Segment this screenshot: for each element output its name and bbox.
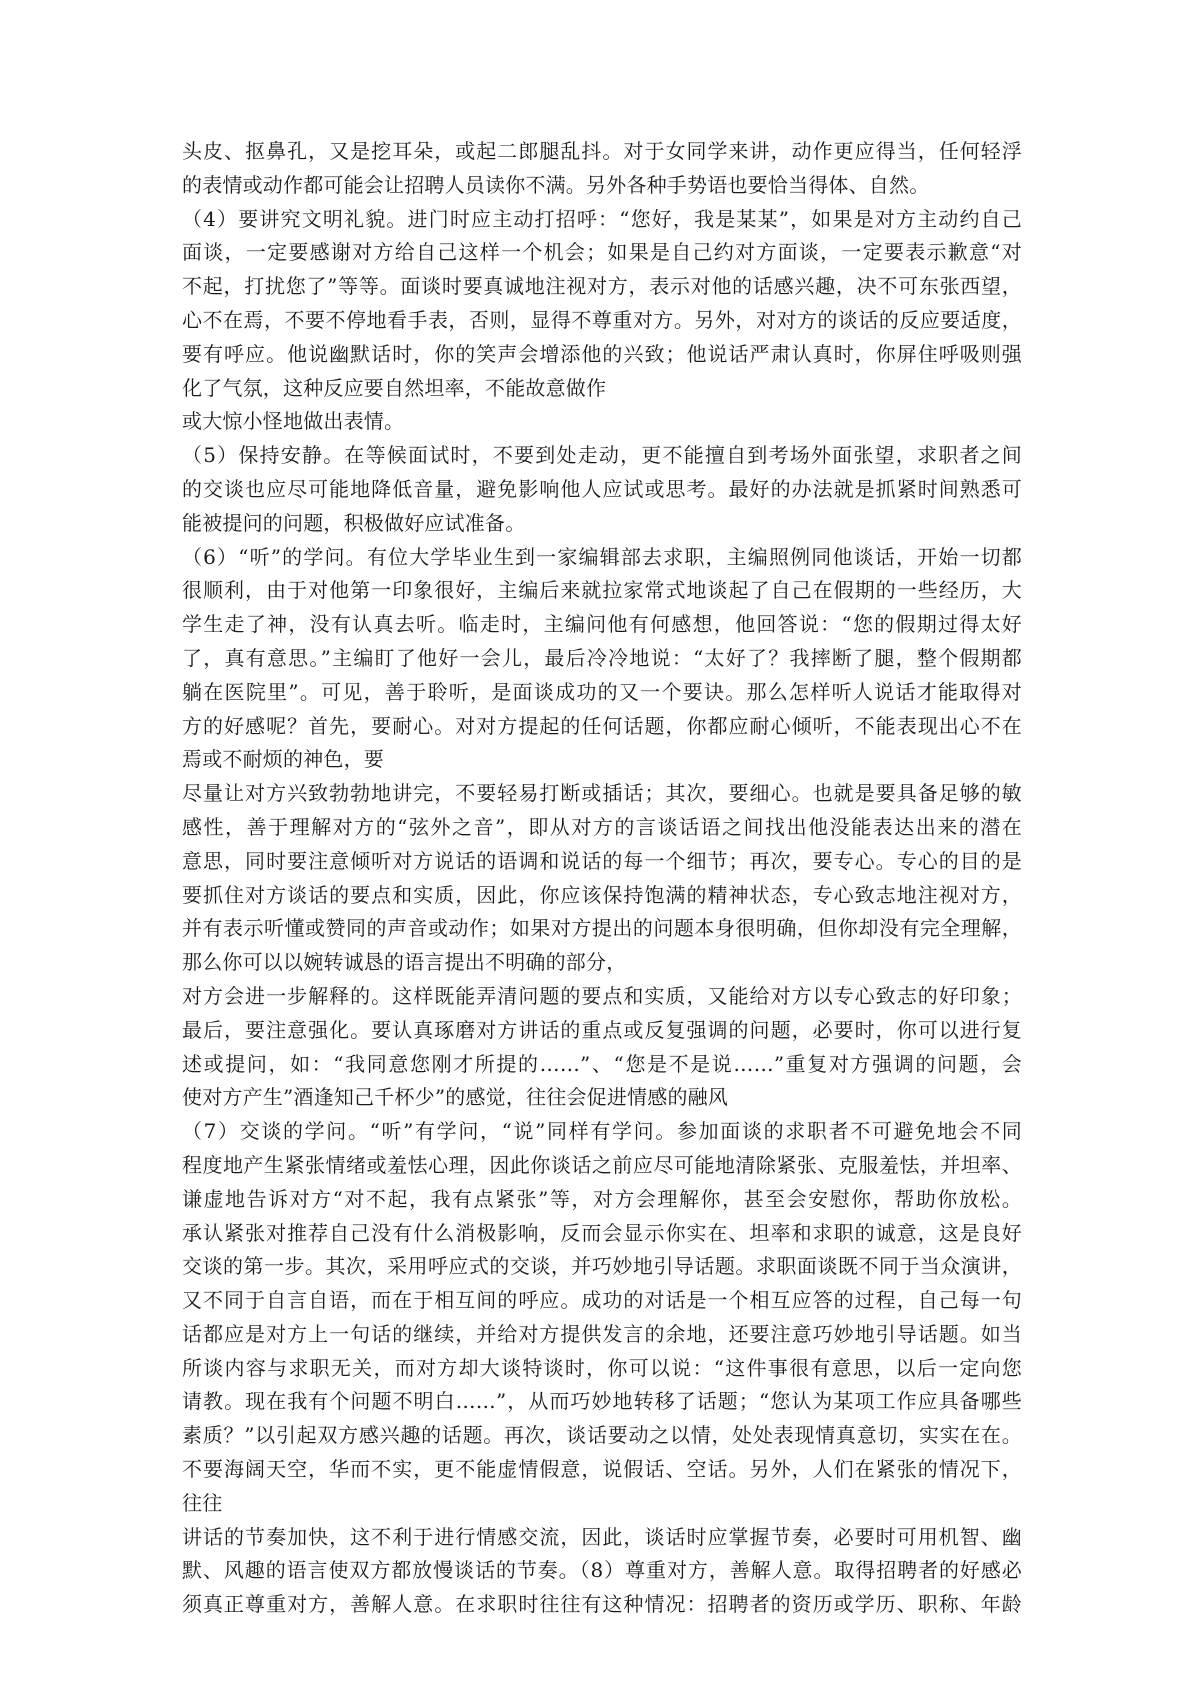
text-line: 最后，要注意强化。要认真琢磨对方讲话的重点或反复强调的问题，必要时，你可以进行复 bbox=[182, 1017, 1022, 1042]
text-line: 了，真有意思。”主编盯了他好一会儿，最后冷冷地说：“太好了？我摔断了腿，整个假期都 bbox=[182, 645, 1022, 670]
text-line: 面谈，一定要感谢对方给自己这样一个机会；如果是自己约对方面谈，一定要表示歉意“对 bbox=[182, 240, 1022, 265]
text-line: 须真正尊重对方，善解人意。在求职时往往有这种情况：招聘者的资历或学历、职称、年龄 bbox=[182, 1592, 1022, 1617]
text-line: 焉或不耐烦的神色，要 bbox=[182, 747, 384, 772]
text-line: 心不在焉，不要不停地看手表，否则，显得不尊重对方。另外，对对方的谈话的反应要适度， bbox=[182, 307, 1022, 332]
text-line: 尽量让对方兴致勃勃地讲完，不要轻易打断或插话；其次，要细心。也就是要具备足够的敏 bbox=[182, 781, 1022, 806]
text-line: 交谈的第一步。其次，采用呼应式的交谈，并巧妙地引导话题。求职面谈既不同于当众演讲， bbox=[182, 1254, 1022, 1279]
text-line: （6）“听”的学问。有位大学毕业生到一家编辑部去求职，主编照例同他谈话，开始一切都 bbox=[182, 544, 1022, 569]
text-line: 化了气氛，这种反应要自然坦率，不能故意做作 bbox=[182, 375, 607, 400]
text-line: 的交谈也应尽可能地降低音量，避免影响他人应试或思考。最好的办法就是抓紧时间熟悉可 bbox=[182, 476, 1022, 501]
text-line: 承认紧张对推荐自己没有什么消极影响，反而会显示你实在、坦率和求职的诚意，这是良好 bbox=[182, 1220, 1022, 1245]
text-line: （5）保持安静。在等候面试时，不要到处走动，更不能擅自到考场外面张望，求职者之间 bbox=[182, 443, 1022, 468]
text-line: 很顺利，由于对他第一印象很好，主编后来就拉家常式地谈起了自己在假期的一些经历，大 bbox=[182, 578, 1022, 603]
text-line: 话都应是对方上一句话的继续，并给对方提供发言的余地，还要注意巧妙地引导话题。如当 bbox=[182, 1321, 1022, 1346]
text-line: 谦虚地告诉对方“对不起，我有点紧张”等，对方会理解你，甚至会安慰你，帮助你放松。 bbox=[182, 1186, 1022, 1211]
text-line: 那么你可以以婉转诚恳的语言提出不明确的部分， bbox=[182, 950, 627, 975]
text-line: 或大惊小怪地做出表情。 bbox=[182, 409, 405, 434]
text-line: 不要海阔天空，华而不实，更不能虚情假意，说假话、空话。另外，人们在紧张的情况下， bbox=[182, 1457, 1022, 1482]
text-line: （4）要讲究文明礼貌。进门时应主动打招呼：“您好，我是某某”，如果是对方主动约自己 bbox=[182, 206, 1022, 231]
text-line: 讲话的节奏加快，这不利于进行情感交流，因此，谈话时应掌握节奏，必要时可用机智、幽 bbox=[182, 1524, 1022, 1549]
text-line: 请教。现在我有个问题不明白……”，从而巧妙地转移了话题；“您认为某项工作应具备哪些 bbox=[182, 1389, 1022, 1414]
text-line: 往往 bbox=[182, 1490, 223, 1515]
text-line: 使对方产生”酒逢知己千杯少”的感觉，往往会促进情感的融风 bbox=[182, 1085, 729, 1110]
text-line: 能被提问的问题，积极做好应试准备。 bbox=[182, 510, 526, 535]
text-line: 并有表示听懂或赞同的声音或动作；如果对方提出的问题本身很明确，但你却没有完全理解， bbox=[182, 916, 1022, 941]
text-line: （7）交谈的学问。“听”有学问，“说”同样有学问。参加面谈的求职者不可避免地会不同 bbox=[182, 1119, 1022, 1144]
text-line: 躺在医院里”。可见，善于聆听，是面谈成功的又一个要诀。那么怎样听人说话才能取得对 bbox=[182, 679, 1022, 704]
text-line: 程度地产生紧张情绪或羞怯心理，因此你谈话之前应尽可能地清除紧张、克服羞怯，并坦率、 bbox=[182, 1152, 1022, 1177]
text-line: 素质？”以引起双方感兴趣的话题。再次，谈话要动之以情，处处表现情真意切，实实在在。 bbox=[182, 1423, 1022, 1448]
text-line: 学生走了神，没有认真去听。临走时，主编问他有何感想，他回答说：“您的假期过得太好 bbox=[182, 612, 1022, 637]
text-line: 述或提问，如：“我同意您刚才所提的……”、“您是不是说……”重复对方强调的问题，会 bbox=[182, 1051, 1022, 1076]
text-line: 要抓住对方谈话的要点和实质，因此，你应该保持饱满的精神状态，专心致志地注视对方， bbox=[182, 882, 1022, 907]
text-line: 不起，打扰您了”等等。面谈时要真诚地注视对方，表示对他的话感兴趣，决不可东张西望， bbox=[182, 274, 1022, 299]
text-line: 要有呼应。他说幽默话时，你的笑声会增添他的兴致；他说话严肃认真时，你屏住呼吸则强 bbox=[182, 341, 1022, 366]
text-line: 对方会进一步解释的。这样既能弄清问题的要点和实质，又能给对方以专心致志的好印象； bbox=[182, 983, 1022, 1008]
text-line: 方的好感呢？首先，要耐心。对对方提起的任何话题，你都应耐心倾听，不能表现出心不在 bbox=[182, 713, 1022, 738]
text-line: 所谈内容与求职无关，而对方却大谈特谈时，你可以说：“这件事很有意思，以后一定向您 bbox=[182, 1355, 1022, 1380]
text-line: 头皮、抠鼻孔，又是挖耳朵，或起二郎腿乱抖。对于女同学来讲，动作更应得当，任何轻浮 bbox=[182, 139, 1022, 163]
text-line: 感性，善于理解对方的“弦外之音”，即从对方的言谈话语之间找出他没能表达出来的潜在 bbox=[182, 814, 1022, 839]
text-line: 的表情或动作都可能会让招聘人员读你不满。另外各种手势语也要恰当得体、自然。 bbox=[182, 172, 930, 197]
text-line: 又不同于自言自语，而在于相互间的呼应。成功的对话是一个相互应答的过程，自己每一句 bbox=[182, 1288, 1022, 1313]
document-page bbox=[182, 135, 1022, 1622]
text-line: 默、风趣的语言使双方都放慢谈话的节奏。（8）尊重对方，善解人意。取得招聘者的好感必 bbox=[182, 1558, 1022, 1583]
text-line: 意思，同时要注意倾听对方说话的语调和说话的每一个细节；再次，要专心。专心的目的是 bbox=[182, 848, 1022, 873]
